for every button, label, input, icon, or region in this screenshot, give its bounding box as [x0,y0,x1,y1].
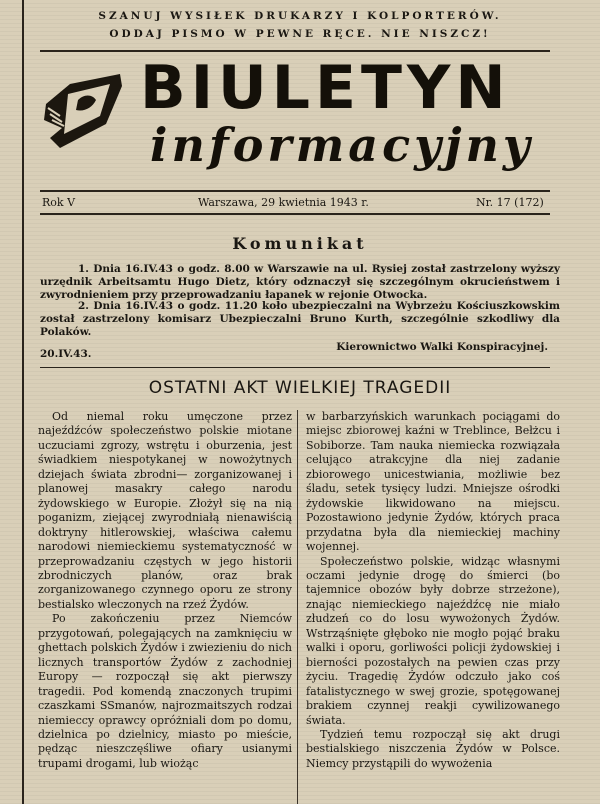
komunikat-signature: Kierownictwo Walki Konspiracyjnej. [336,341,548,353]
article-column-left [38,410,292,771]
komunikat-heading: Komunikat [232,234,368,253]
meta-bottom-rule [40,213,550,215]
header-top-rule [40,50,550,52]
article-paragraph: Od niemal roku umęczone przez najeźdźców społeczeństwo polskie miotane uczuciami zgrozy, wstrętu i oburzenia, jest świadkiem niespotykanej w nowożytnych dziejach świata zbrodni— zorganizowanej i planowej masakry całego narodu żydowskiego w Europie. Złożył się na nią poganizm, ziejącej zwyrodniałą nienawiścią doktryny hitlerowskiej, właściwa całemu narodowi niemieckiemu systematyczność w przeprowadzaniu częstych w jego historii zbrodniczych planów, oraz brak zorganizowanego czynnego oporu ze strony bestialsko wleczonych na rzeź Żydów. [38,410,292,611]
article-paragraph: Tydzień temu rozpoczął się akt drugi bestialskiego niszczenia Żydów w Polsce. Niemcy przystąpili do wywożenia [306,727,560,770]
article-paragraph: Po zakończeniu przez Niemców przygotowań, polegających na zamknięciu w ghettach polskich Żydów i zwiezieniu do nich licznych transportów Żydów z zachodniej Europy — rozpoczął się akt pierwszy tragedii. Pod komendą znaczonych trupimi czaszkami SSmanów, najrozmaitszych rodzai niemieccy oprawcy opróżniali dom po domu, dzielnica po dzielnicy, miasto po mieście, pędząc nieszczęśliwe ofiary usianymi trupami drogami, lub wiożąc [38,612,292,770]
article-paragraph: w barbarzyńskich warunkach pociągami do miejsc zbiorowej kaźni w Treblince, Bełżcu i Sobiborze. Tam nauka niemiecka rozwiązała celująco atrakcyjne dla niej zadanie zbiorowego unicestwiania, możliwie bez śladu, setek tysięcy ludzi. Mniejsze ośrodki żydowskie likwidowano na miejscu. Pozostawiono jedynie Żydów, których praca przydatna była dla niemieckiej machiny wojennej. [306,410,560,554]
article-column-right [306,410,560,771]
issue-number: Nr. 17 (172) [476,196,544,209]
article-paragraph: Społeczeństwo polskie, widząc własnymi oczami jedynie drogę do śmierci (bo tajemnice obozów były dobrze strzeżone), znając niemieckiego najeźdźcę nie miało złudzeń co do losu wywożonych Żydów. Wstrząśnięte głęboko nie mogło pojąć braku walki i oporu, gorliwości policji żydowskiej i bierności pozostałych na pewien czas przy życiu. Tragedię Żydów odczuło jako coś fatalistycznego w swej grozie, spotęgowanej brakiem czynnej reakji cywilizowanego świata. [306,554,560,727]
issue-date: Warszawa, 29 kwietnia 1943 r. [198,196,369,209]
meta-top-rule [40,190,550,192]
column-divider [297,410,298,804]
eagle-banner-logo [40,64,130,154]
slogan-line-2: ODDAJ PISMO W PEWNE RĘCE. NIE NISZCZ! [109,28,491,40]
komunikat-date: 20.IV.43. [40,348,92,360]
komunikat-item-2: 2. Dnia 16.IV.43 o godz. 11.20 koło ubezpieczalni na Wybrzeżu Kościuszkowskim został zastrzelony komisarz Ubezpieczalni Bruno Kurth, szczególnie szkodliwy dla Polaków. [40,300,560,338]
article-title: OSTATNI AKT WIELKIEJ TRAGEDII [148,378,452,398]
komunikat-item-1: 1. Dnia 16.IV.43 o godz. 8.00 w Warszawie na ul. Rysiej został zastrzelony wyższy urzędnik Arbeitsamtu Hugo Dietz, który odznaczył się szczególnym okrucieństwem i zwyrodnieniem przy przeprowadzaniu łapanek w rejonie Otwocka. [40,263,560,301]
volume-year: Rok V [42,196,76,209]
article-separator-rule [40,367,550,368]
slogan-line-1: SZANUJ WYSIŁEK DRUKARZY I KOLPORTERÓW. [98,10,502,22]
masthead-title: BIULETYN [140,53,511,123]
masthead-subtitle: informacyjny [150,118,534,172]
page-margin-rule [22,0,24,804]
